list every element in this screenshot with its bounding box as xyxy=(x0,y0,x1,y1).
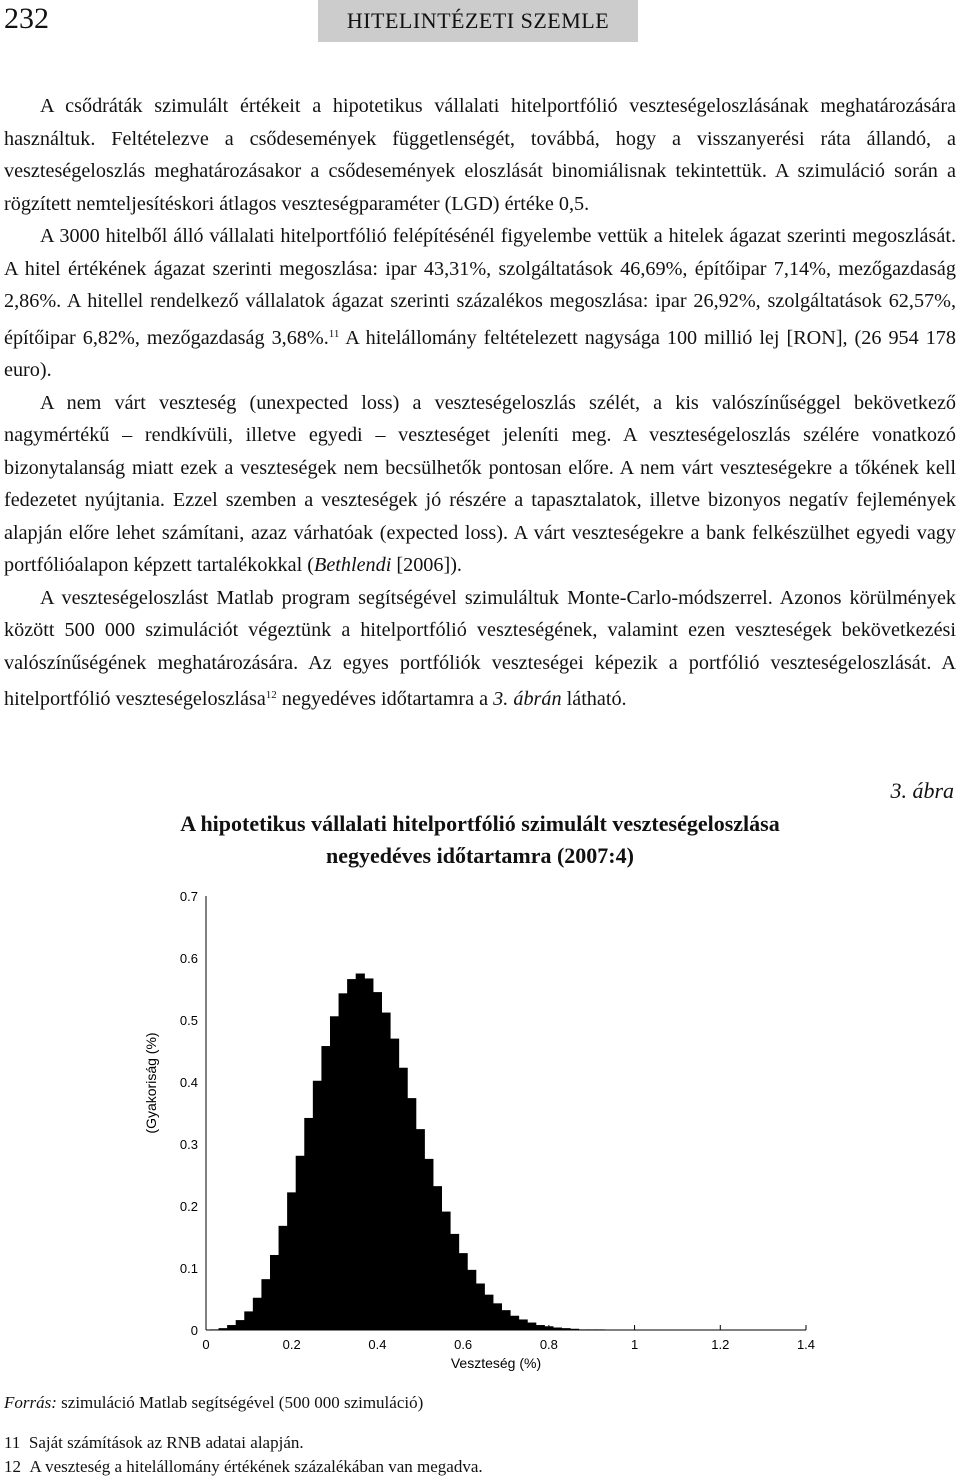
histogram-bar xyxy=(476,1284,485,1331)
histogram-bar xyxy=(416,1129,425,1330)
histogram-bar xyxy=(227,1325,236,1330)
histogram-bar xyxy=(544,1326,553,1330)
figure-title-line-1: A hipotetikus vállalati hitelportfólió szimulált veszteségeloszlása xyxy=(180,811,780,836)
paragraph-4-text: A veszteségeloszlást Matlab program segítségével szimuláltuk Monte-Carlo-módszerrel. Azonos körülmények között 500 000 szimulációt végeztünk a hitelportfólió veszteségének, valamint ezen veszteségek bekövetkezési valószínűségének meghatározására. Az egyes portfóliók veszteségei képezik a portfólió veszteségeloszlását. A hitelportfólió veszteségeloszlása xyxy=(4,586,956,710)
paragraph-3 xyxy=(4,387,956,582)
running-head: HITELINTÉZETI SZEMLE xyxy=(318,0,638,42)
footnote-12-text: A veszteség a hitelállomány értékének százalékában van megadva. xyxy=(29,1457,483,1476)
histogram-bar xyxy=(347,979,356,1330)
histogram-bar xyxy=(407,1098,416,1330)
x-tick-label: 1 xyxy=(630,1337,639,1352)
histogram-bar xyxy=(493,1303,502,1330)
footnote-11-number: 11 xyxy=(4,1433,21,1452)
histogram-bar xyxy=(270,1255,279,1330)
figure-title-line-2: negyedéves időtartamra (2007:4) xyxy=(326,843,634,868)
histogram-bar xyxy=(399,1068,408,1330)
figure-reference: 3. ábrán xyxy=(493,688,562,710)
histogram-bar xyxy=(501,1310,510,1330)
x-axis-label: Veszteség (%) xyxy=(450,1355,542,1371)
footnote-12-number: 12 xyxy=(4,1457,21,1476)
histogram-bar xyxy=(236,1320,245,1330)
histogram-bar xyxy=(339,993,348,1330)
body-text xyxy=(4,90,956,716)
histogram-bar xyxy=(424,1159,433,1330)
histogram-bar xyxy=(356,974,365,1331)
figure-source xyxy=(4,1393,423,1413)
loss-distribution-chart xyxy=(120,880,840,1380)
y-tick-label: 0.6 xyxy=(179,951,198,966)
histogram-bar xyxy=(219,1328,228,1330)
histogram-bar xyxy=(313,1081,322,1330)
histogram-bar xyxy=(561,1328,570,1330)
paragraph-2 xyxy=(4,220,956,387)
x-tick-label: 0.2 xyxy=(282,1337,301,1352)
footnote-ref-11: 11 xyxy=(328,327,340,340)
histogram-bar xyxy=(441,1212,450,1330)
footnote-ref-12: 12 xyxy=(265,689,277,701)
histogram-bar xyxy=(587,1329,596,1330)
x-tick-label: 0 xyxy=(202,1337,210,1352)
x-tick-label: 1.2 xyxy=(711,1337,730,1352)
y-tick-label: 0.5 xyxy=(179,1013,198,1028)
paragraph-4 xyxy=(4,582,956,716)
histogram-bar xyxy=(527,1323,536,1330)
y-tick-label: 0 xyxy=(190,1323,198,1338)
histogram-bar xyxy=(279,1226,288,1330)
histogram-bar xyxy=(296,1156,305,1330)
histogram-bar xyxy=(253,1298,262,1330)
histogram-bar xyxy=(244,1311,253,1330)
histogram-bar xyxy=(579,1329,588,1330)
histogram-bar xyxy=(510,1316,519,1330)
x-tick-label: 1.4 xyxy=(796,1337,816,1352)
histogram-bar xyxy=(373,992,382,1330)
histogram-bar xyxy=(321,1046,330,1330)
footnote-11-text: Saját számítások az RNB adatai alapján. xyxy=(28,1433,304,1452)
histogram-bar xyxy=(596,1329,605,1330)
paragraph-2-text: A 3000 hitelből álló vállalati hitelportfólió felépítésénél figyelembe vettük a hitelek ágazat szerinti megoszlását. A hitel értékének ágazat szerinti megoszlása: ipar 43,31%, szolgáltatások 46,69%, építőipar 7,14%, mezőgazdaság 2,86%. A hitellel rendelkező vállalatok ágazat szerinti százalékos megoszlása: ipar 26,92%, szolgáltatások 62,57%, építőipar 6,82%, mezőgazdaság 3,68%. xyxy=(4,225,956,349)
histogram-bar xyxy=(450,1234,459,1330)
histogram-bar xyxy=(553,1328,562,1330)
citation-author: Bethlendi xyxy=(313,554,392,576)
x-tick-label: 0.4 xyxy=(368,1337,387,1352)
figure-label: 3. ábra xyxy=(890,778,954,803)
paragraph-1: A csődráták szimulált értékeit a hipotetikus vállalati hitelportfólió veszteségeloszlásának meghatározására használtuk. Feltételezve a csődesemények függetlenségét, továbbá, hogy a visszanyerési ráta állandó, a veszteségeloszlás meghatározásakor a csődesemények eloszlását binomiálisnak tekintettük. A szimuláció során a rögzített nemteljesítéskori átlagos veszteségparaméter (LGD) értéke 0,5. xyxy=(4,95,956,215)
y-tick-label: 0.3 xyxy=(179,1137,198,1152)
y-tick-label: 0.1 xyxy=(179,1261,198,1276)
paragraph-3-text: A nem várt veszteség (unexpected loss) a veszteségeloszlás szélét, a kis valószínűséggel bekövetkező nagymértékű – rendkívüli, illetve egyedi – veszteséget jeleníti meg. A veszteségeloszlás szélére vonatkozó bizonytalanság miatt ezek a veszteségek nem becsülhetők pontosan előre. A nem várt veszteségekre a tőkének kell fedezetet nyújtania. Ezzel szemben a veszteségek jó részére a tapasztalatok, illetve bizonyos negatív fejlemények alapján előre lehet számítani, azaz várhatóak (expected loss). A várt veszteségekre a bank felkészülhet egyedi vagy portfólióalapon képzett tartalékokkal ( xyxy=(4,391,956,576)
histogram-bar xyxy=(484,1295,493,1330)
histogram-bar xyxy=(570,1329,579,1330)
figure-title xyxy=(0,808,960,872)
histogram-bar xyxy=(304,1118,313,1330)
histogram-bar xyxy=(459,1253,468,1330)
histogram-bar xyxy=(261,1279,270,1330)
y-tick-label: 0.7 xyxy=(179,889,198,904)
histogram-bar xyxy=(330,1016,339,1330)
footnote-11 xyxy=(4,1433,304,1453)
histogram-bar xyxy=(364,978,373,1330)
histogram-bar xyxy=(381,1013,390,1330)
source-label: Forrás: xyxy=(4,1393,57,1412)
source-text: szimuláció Matlab segítségével (500 000 szimuláció) xyxy=(56,1393,424,1412)
citation-year: [2006]). xyxy=(391,554,462,576)
histogram-bar xyxy=(467,1270,476,1330)
footnote-12 xyxy=(4,1457,483,1477)
y-tick-label: 0.4 xyxy=(179,1075,198,1090)
histogram-bar xyxy=(287,1192,296,1330)
paragraph-4-mid: negyedéves időtartamra a xyxy=(276,688,494,710)
paragraph-4-tail: látható. xyxy=(561,688,627,710)
y-axis-label: (Gyakoriság (%) xyxy=(143,1032,159,1134)
page-number: 232 xyxy=(4,2,49,35)
histogram-bar xyxy=(390,1039,399,1330)
histogram-bar xyxy=(519,1319,528,1330)
histogram-bar xyxy=(536,1325,545,1330)
histogram-bar xyxy=(433,1186,442,1330)
x-tick-label: 0.8 xyxy=(539,1337,558,1352)
x-tick-label: 0.6 xyxy=(454,1337,473,1352)
paragraph-2-tail: A hitelállomány feltételezett nagysága 100 millió lej [RON], (26 954 178 euro). xyxy=(4,326,956,381)
y-tick-label: 0.2 xyxy=(179,1199,198,1214)
histogram-bar xyxy=(210,1329,219,1330)
